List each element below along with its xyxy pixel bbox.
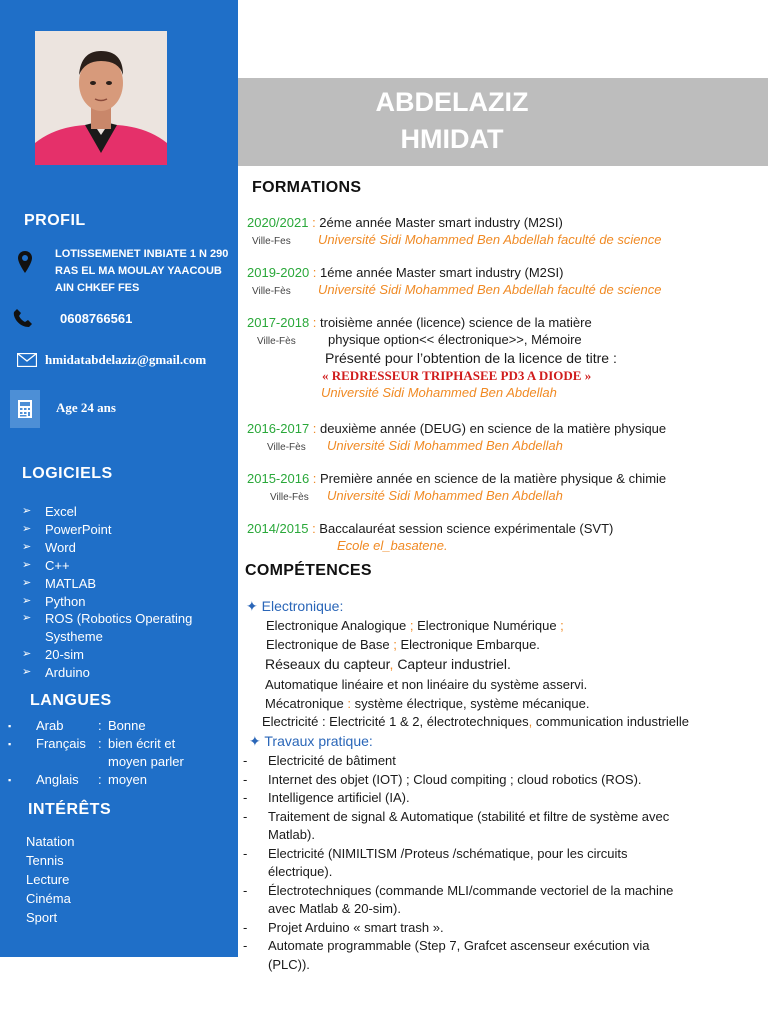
language-row: ▪ Anglais : moyen [8,772,148,787]
list-item: - Traitement de signal & Automatique (stabilité et filtre de système avec [243,808,670,824]
list-item: ➢ ROS (Robotics Operating [22,611,193,627]
list-item: ➢ C++ [22,557,70,573]
language-row: ▪ Arab : Bonne [8,718,146,733]
langues-heading: LANGUES [30,692,112,709]
list-item: - Électrotechniques (commande MLI/commande vectoriel de la machine [243,882,674,898]
star-bullet-icon: ✦ [249,733,261,749]
travaux-heading: ✦ Travaux pratique: [249,733,373,749]
formation-item: 2014/2015 : Baccalauréat session science expérimentale (SVT) Ecole el_basatene. [247,521,614,553]
star-bullet-icon: ✦ [246,598,258,614]
logiciels-heading: LOGICIELS [22,465,113,482]
calculator-icon [10,390,40,428]
formation-item: 2020/2021 : 2éme année Master smart industry (M2SI) Ville-Fes Université Sidi Mohammed Ben Abdellah faculté de science [247,215,662,247]
profil-heading: PROFIL [24,212,86,229]
arrow-bullet-icon: ➢ [22,594,32,607]
full-name [238,84,666,158]
arrow-bullet-icon: ➢ [22,522,32,535]
competences-heading: COMPÉTENCES [245,562,372,579]
formation-item: 2016-2017 : deuxième année (DEUG) en science de la matière physique Ville-Fès Université Sidi Mohammed Ben Abdellah [247,421,667,453]
arrow-bullet-icon: ➢ [22,648,32,661]
list-item: ➢ PowerPoint [22,521,112,537]
profile-photo [35,31,167,165]
interets-heading: INTÉRÊTS [28,801,112,818]
arrow-bullet-icon: ➢ [22,612,32,625]
language-row-cont: moyen parler [108,754,184,769]
skill-line: Réseaux du capteur, Capteur industriel. [265,656,511,672]
skill-line: Automatique linéaire et non linéaire du système asservi. [265,677,588,692]
list-item: Systheme [45,629,103,645]
list-item: Sport [26,910,58,925]
email-link[interactable]: hmidatabdelaziz@gmail.com [45,352,207,367]
list-item: ➢ Arduino [22,665,90,681]
language-row: ▪ Français : bien écrit et [8,736,176,751]
arrow-bullet-icon: ➢ [22,558,32,571]
skill-line: Electronique de Base ; Electronique Embarque. [266,637,540,652]
phone-number[interactable]: 0608766561 [60,311,133,326]
skill-line: Electricité : Electricité 1 & 2, électrotechniques, communication industrielle [262,714,690,729]
first-name: ABDELAZIZ [375,87,529,117]
list-item: ➢ 20-sim [22,647,85,663]
arrow-bullet-icon: ➢ [22,540,32,553]
formation-item: 2017-2018 : troisième année (licence) science de la matière Ville-Fès physique option<< électronique>>, Mémoire Présenté pour l’obtention de la licence de titre : « REDRESSEUR TRIPHASEE PD3 A DIODE » Université Sidi Mohammed Ben Abdellah [247,315,617,400]
age: Age 24 ans [56,400,116,415]
phone-icon [12,307,34,329]
travaux-list [243,752,768,974]
languages-list [8,717,208,789]
list-item-cont: Matlab). [268,827,315,842]
list-item-cont: (PLC)). [268,956,310,972]
sidebar [0,0,238,957]
location-pin-icon [14,251,36,273]
list-item-cont: avec Matlab & 20-sim). [268,901,401,916]
envelope-icon [16,349,38,371]
list-item: - Intelligence artificiel (IA). [243,790,410,805]
electronique-heading: ✦ Electronique: [246,598,344,614]
software-list [22,503,192,682]
list-item: ➢ MATLAB [22,575,97,591]
arrow-bullet-icon: ➢ [22,576,32,589]
list-item: Cinéma [26,891,71,906]
skill-line: Electronique Analogique ; Electronique Numérique ; [266,618,564,633]
arrow-bullet-icon: ➢ [22,505,32,517]
list-item: - Automate programmable (Step 7, Grafcet ascenseur exécution via [243,938,650,953]
formation-item: 2015-2016 : Première année en science de la matière physique & chimie Ville-Fès Université Sidi Mohammed Ben Abdellah [247,471,667,503]
list-item: - Projet Arduino « smart trash ». [243,919,444,935]
list-item-cont: électrique). [268,864,333,879]
list-item: - Electricité de bâtiment [243,753,396,768]
list-item: Natation [26,834,75,849]
list-item: Tennis [26,853,64,868]
formation-item: 2019-2020 : 1éme année Master smart industry (M2SI) Ville-Fès Université Sidi Mohammed Ben Abdellah faculté de science [247,265,662,297]
list-item: Lecture [26,872,70,887]
skill-line: Mécatronique : système électrique, système mécanique. [265,696,590,711]
list-item: ➢ Word [22,539,76,555]
last-name: HMIDAT [400,124,504,154]
interests-list [26,832,74,927]
list-item: ➢ Excel [22,504,77,519]
list-item: - Internet des objet (IOT) ; Cloud compiting ; cloud robotics (ROS). [243,771,642,787]
list-item: - Electricité (NIMILTISM /Proteus /schématique, pour les circuits [243,845,628,861]
arrow-bullet-icon: ➢ [22,666,32,679]
list-item: ➢ Python [22,593,86,609]
address: LOTISSEMENET INBIATE 1 N 290 RAS EL MA MOULAY YAACOUB AIN CHKEF FES [55,248,229,294]
formations-heading: FORMATIONS [252,179,362,196]
